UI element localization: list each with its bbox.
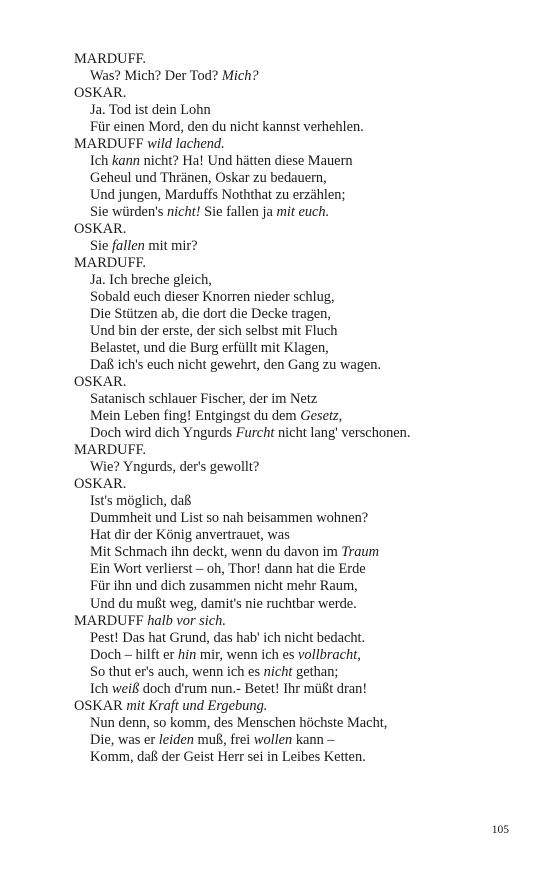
- italic-segment: Gesetz,: [300, 408, 343, 425]
- speaker-line: [74, 136, 514, 153]
- text-segment: Sie fallen ja: [200, 204, 277, 221]
- verse-line: [74, 408, 514, 425]
- verse-line: [74, 527, 514, 544]
- italic-segment: vollbracht,: [298, 646, 361, 663]
- text-segment: Für einen Mord, den du nicht kannst verhehlen.: [90, 119, 364, 136]
- text-segment: gethan;: [292, 663, 339, 680]
- verse-line: [74, 596, 514, 613]
- text-segment: nicht? Ha! Und hätten diese Mauern: [139, 153, 353, 170]
- text-segment: Komm, daß der Geist Herr sei in Leibes Ketten.: [90, 748, 366, 765]
- text-segment: mit mir?: [144, 238, 198, 255]
- italic-segment: wollen: [253, 731, 293, 748]
- verse-line: [74, 544, 514, 561]
- text-segment: Hat dir der König anvertrauet, was: [90, 527, 290, 544]
- text-segment: Satanisch schlauer Fischer, der im Netz: [90, 391, 318, 408]
- text-segment: Sie würden's: [90, 204, 167, 221]
- italic-segment: Traum: [341, 544, 379, 561]
- text-segment: MARDUFF: [74, 136, 148, 153]
- text-segment: Sie: [90, 238, 112, 255]
- text-segment: nicht lang' verschonen.: [274, 425, 411, 442]
- text-segment: Nun denn, so komm, des Menschen höchste Macht,: [90, 714, 388, 731]
- verse-line: [74, 119, 514, 136]
- verse-line: [74, 323, 514, 340]
- speaker-line: [74, 85, 514, 102]
- speaker-line: [74, 255, 514, 272]
- italic-segment: wild lachend.: [147, 136, 225, 153]
- text-segment: Ja. Ich breche gleich,: [90, 272, 212, 289]
- verse-line: [74, 391, 514, 408]
- verse-line: [74, 289, 514, 306]
- italic-segment: weiß: [111, 680, 140, 697]
- italic-segment: fallen: [112, 238, 145, 255]
- verse-line: [74, 204, 514, 221]
- verse-line: [74, 749, 514, 766]
- text-segment: Wie? Yngurds, der's gewollt?: [90, 459, 260, 476]
- speaker-line: [74, 613, 514, 630]
- italic-segment: Furcht: [235, 425, 275, 442]
- text-segment: Doch wird dich Yngurds: [90, 425, 236, 442]
- speaker-line: [74, 698, 514, 715]
- text-segment: MARDUFF.: [74, 51, 147, 67]
- speaker-line: [74, 374, 514, 391]
- text-segment: Sobald euch dieser Knorren nieder schlug,: [90, 289, 335, 306]
- text-segment: Mein Leben fing! Entgingst du dem: [90, 408, 301, 425]
- italic-segment: mit Kraft und Ergebung.: [126, 697, 268, 714]
- text-segment: Und jungen, Marduffs Noththat zu erzählen;: [90, 187, 346, 204]
- verse-line: [74, 459, 514, 476]
- text-segment: OSKAR.: [74, 221, 127, 238]
- italic-segment: mit euch.: [276, 204, 330, 221]
- text-segment: OSKAR.: [74, 85, 127, 102]
- text-segment: Ein Wort verlierst – oh, Thor! dann hat die Erde: [90, 561, 366, 578]
- verse-line: [74, 357, 514, 374]
- text-segment: MARDUFF: [74, 612, 148, 629]
- text-segment: Geheul und Thränen, Oskar zu bedauern,: [90, 170, 327, 187]
- text-segment: muß, frei: [193, 731, 254, 748]
- text-segment: OSKAR.: [74, 476, 127, 493]
- text-segment: Daß ich's euch nicht gewehrt, den Gang zu wagen.: [90, 357, 382, 374]
- verse-line: [74, 153, 514, 170]
- text-segment: Die Stützen ab, die dort die Decke tragen,: [90, 306, 331, 323]
- italic-segment: Mich?: [221, 68, 259, 85]
- italic-segment: halb vor sich.: [147, 612, 226, 629]
- text-segment: Mit Schmach ihn deckt, wenn du davon im: [90, 544, 342, 561]
- verse-line: [74, 238, 514, 255]
- verse-line: [74, 647, 514, 664]
- text-segment: Und du mußt weg, damit's nie ruchtbar werde.: [90, 595, 357, 612]
- verse-line: [74, 578, 514, 595]
- italic-segment: hin: [177, 646, 197, 663]
- text-segment: Ist's möglich, daß: [90, 493, 192, 510]
- text-segment: Doch – hilft er: [90, 646, 178, 663]
- verse-line: [74, 425, 514, 442]
- text-segment: MARDUFF.: [74, 255, 147, 272]
- verse-line: [74, 715, 514, 732]
- text-segment: Pest! Das hat Grund, das hab' ich nicht bedacht.: [90, 629, 366, 646]
- verse-line: [74, 102, 514, 119]
- text-segment: Für ihn und dich zusammen nicht mehr Raum,: [90, 578, 358, 595]
- text-segment: mir, wenn ich es: [196, 646, 299, 663]
- italic-segment: nicht: [263, 663, 293, 680]
- text-segment: Ich: [90, 153, 112, 170]
- verse-line: [74, 510, 514, 527]
- verse-line: [74, 664, 514, 681]
- verse-line: [74, 732, 514, 749]
- verse-line: [74, 68, 514, 85]
- italic-segment: leiden: [158, 731, 194, 748]
- speaker-line: [74, 221, 514, 238]
- verse-line: [74, 187, 514, 204]
- italic-segment: nicht!: [166, 204, 201, 221]
- text-segment: Belastet, und die Burg erfüllt mit Klagen,: [90, 340, 329, 357]
- text-segment: Ja. Tod ist dein Lohn: [90, 102, 211, 119]
- text-segment: kann –: [292, 731, 335, 748]
- text-segment: OSKAR.: [74, 374, 127, 391]
- verse-line: [74, 340, 514, 357]
- text-segment: Und bin der erste, der sich selbst mit Fluch: [90, 323, 338, 340]
- text-segment: doch d'rum nun.- Betet! Ihr müßt dran!: [139, 680, 368, 697]
- verse-line: [74, 630, 514, 647]
- verse-line: [74, 493, 514, 510]
- speaker-line: [74, 442, 514, 459]
- verse-line: [74, 561, 514, 578]
- text-segment: MARDUFF.: [74, 442, 147, 459]
- verse-line: [74, 170, 514, 187]
- text-segment: So thut er's auch, wenn ich es: [90, 663, 264, 680]
- page-number: 105: [491, 824, 509, 836]
- text-segment: Dummheit und List so nah beisammen wohnen?: [90, 510, 369, 527]
- speaker-line: [74, 476, 514, 493]
- text-segment: OSKAR: [74, 697, 127, 714]
- text-segment: Was? Mich? Der Tod?: [90, 68, 222, 85]
- verse-line: [74, 681, 514, 698]
- verse-line: [74, 272, 514, 289]
- italic-segment: kann: [111, 153, 140, 170]
- text-segment: Ich: [90, 680, 112, 697]
- drama-text: [74, 51, 514, 766]
- text-segment: Die, was er: [90, 731, 159, 748]
- verse-line: [74, 306, 514, 323]
- speaker-line: [74, 51, 514, 68]
